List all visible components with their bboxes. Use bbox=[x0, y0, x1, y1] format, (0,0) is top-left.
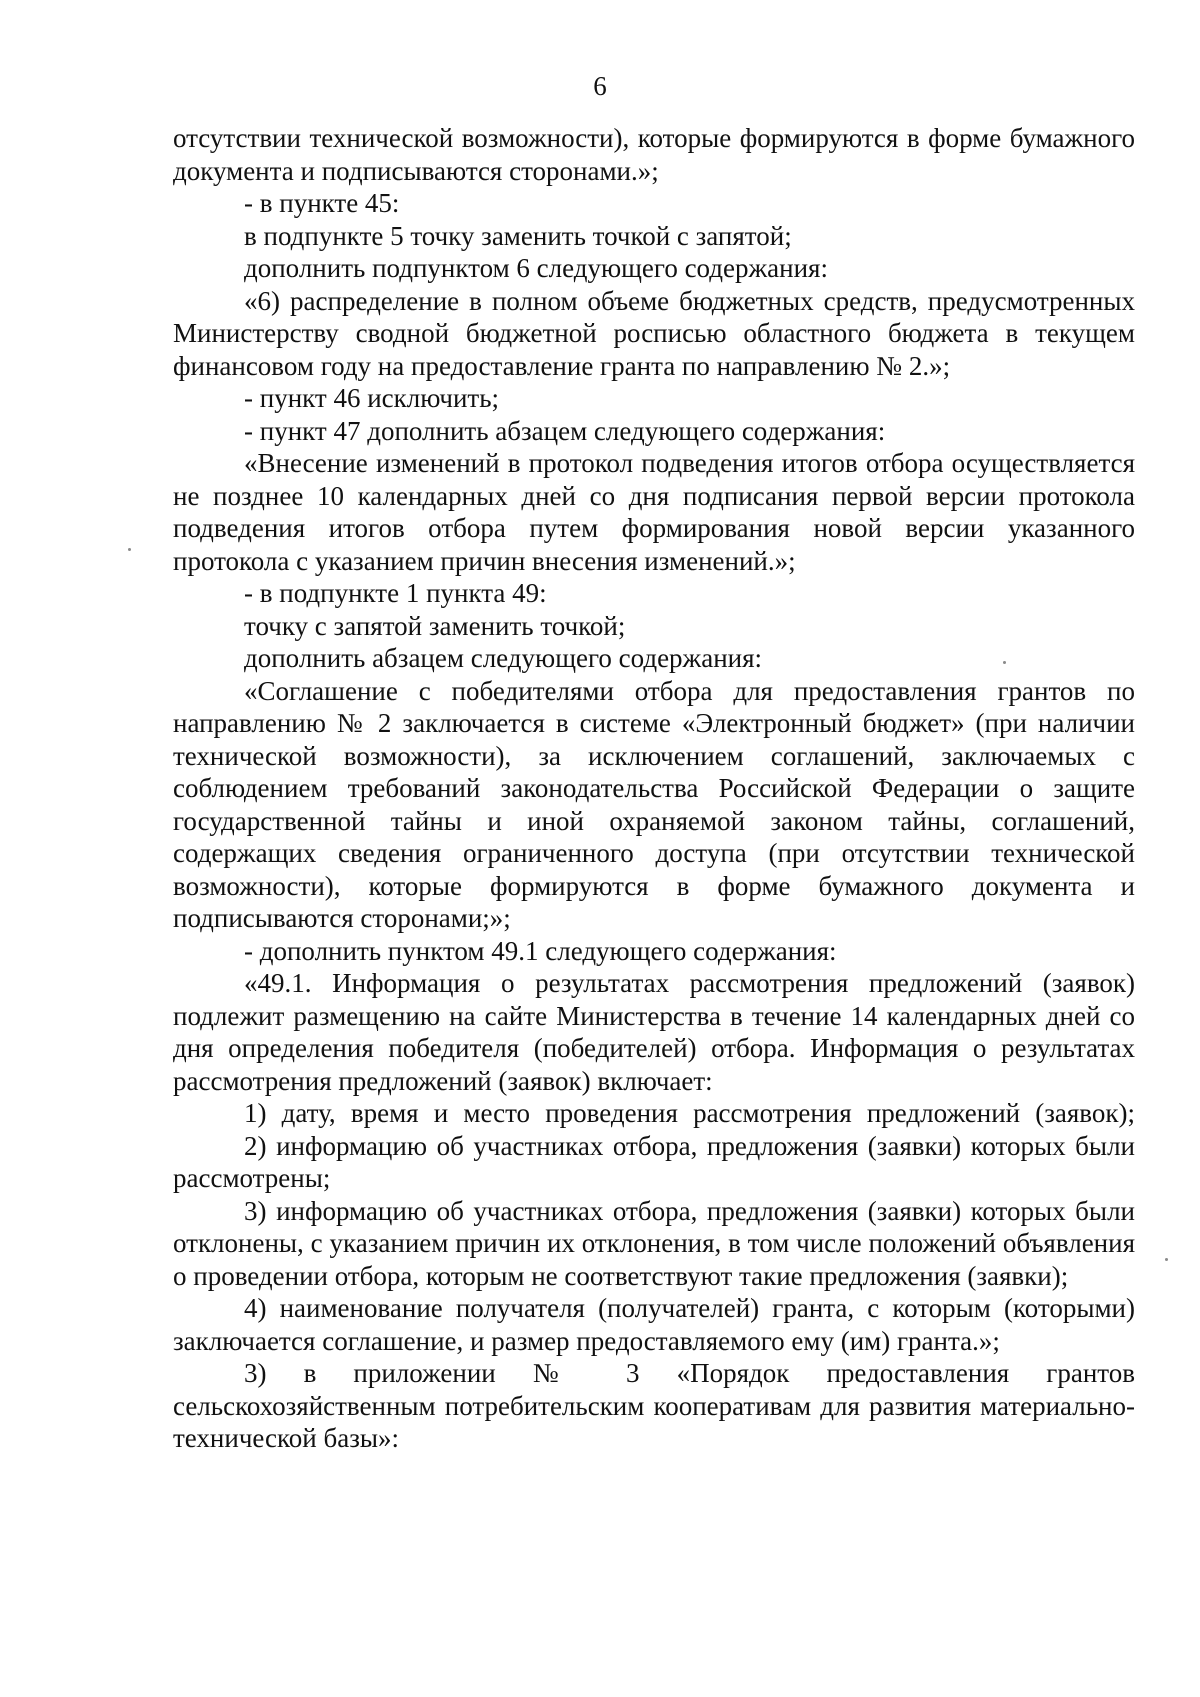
paragraph-point-45: - в пункте 45: bbox=[244, 188, 400, 218]
paragraph-point-49: - в подпункте 1 пункта 49: bbox=[244, 578, 547, 608]
paragraph-point-49-1: - дополнить пунктом 49.1 следующего содержания: bbox=[244, 935, 837, 966]
paragraph-appendix-3: 3) в приложении № 3 «Порядок предоставления грантов сельскохозяйственным потребительским кооперативам для развития материально-технической базы»: bbox=[173, 1358, 1135, 1453]
scan-speck bbox=[1003, 661, 1006, 664]
paragraph-point-47-text: «Внесение изменений в протокол подведения итогов отбора осуществляется не позднее 10 календарных дней со дня подписания первой версии протокола подведения итогов отбора путем формирования новой версии указанного протокола с указанием причин внесения изменений.»; bbox=[173, 448, 1135, 576]
list-item-2: 2) информацию об участниках отбора, предложения (заявки) которых были рассмотрены; bbox=[173, 1130, 1135, 1193]
paragraph-point-49-1-text: «49.1. Информация о результатах рассмотрения предложений (заявок) подлежит размещению на сайте Министерства в течение 14 календарных дней со дня определения победителя (победителей) отбора. Информация о результатах рассмотрения предложений (заявок) включает: bbox=[173, 968, 1135, 1096]
paragraph-continuation: отсутствии технической возможности), которые формируются в форме бумажного документа и подписываются сторонами.»; bbox=[173, 123, 1135, 186]
list-item-1: 1) дату, время и место проведения рассмотрения предложений (заявок); bbox=[244, 1098, 1135, 1128]
list-item-4: 4) наименование получателя (получателей) гранта, с которым (которыми) заключается соглашение, и размер предоставляемого ему (им) гранта.»; bbox=[173, 1293, 1135, 1356]
paragraph-point-47: - пункт 47 дополнить абзацем следующего содержания: bbox=[244, 415, 886, 446]
paragraph-agreement-text: «Соглашение с победителями отбора для предоставления грантов по направлению № 2 заключается в системе «Электронный бюджет» (при наличии технической возможности), за исключением соглашений, заключаемых с соблюдением требований законодательства Российской Федерации о защите государственной тайны и иной охраняемой законом тайны, соглашений, содержащих сведения ограниченного доступа (при отсутствии технической возможности), которые формируются в форме бумажного документа и подписываются сторонами;»; bbox=[173, 675, 1135, 933]
scan-speck bbox=[1165, 1258, 1168, 1261]
paragraph-point-46: - пункт 46 исключить; bbox=[244, 383, 500, 413]
page-number: 6 bbox=[593, 71, 607, 101]
paragraph-add-subpoint-6: дополнить подпунктом 6 следующего содержания: bbox=[244, 253, 828, 283]
paragraph-subpoint-6-text: «6) распределение в полном объеме бюджетных средств, предусмотренных Министерству сводной бюджетной росписью областного бюджета в текущем финансовом году на предоставление гранта по направлению № 2.»; bbox=[173, 285, 1135, 381]
scan-speck bbox=[128, 548, 131, 551]
list-item-3: 3) информацию об участниках отбора, предложения (заявки) которых были отклонены, с указанием причин их отклонения, в том числе положений объявления о проведении отбора, которым не соответствуют такие предложения (заявки); bbox=[173, 1195, 1135, 1291]
document-body bbox=[173, 122, 1135, 1455]
paragraph-subpoint-5: в подпункте 5 точку заменить точкой с запятой; bbox=[244, 220, 792, 251]
paragraph-add-abzac: дополнить абзацем следующего содержания: bbox=[244, 643, 763, 673]
paragraph-replace-semicolon: точку с запятой заменить точкой; bbox=[244, 610, 626, 641]
